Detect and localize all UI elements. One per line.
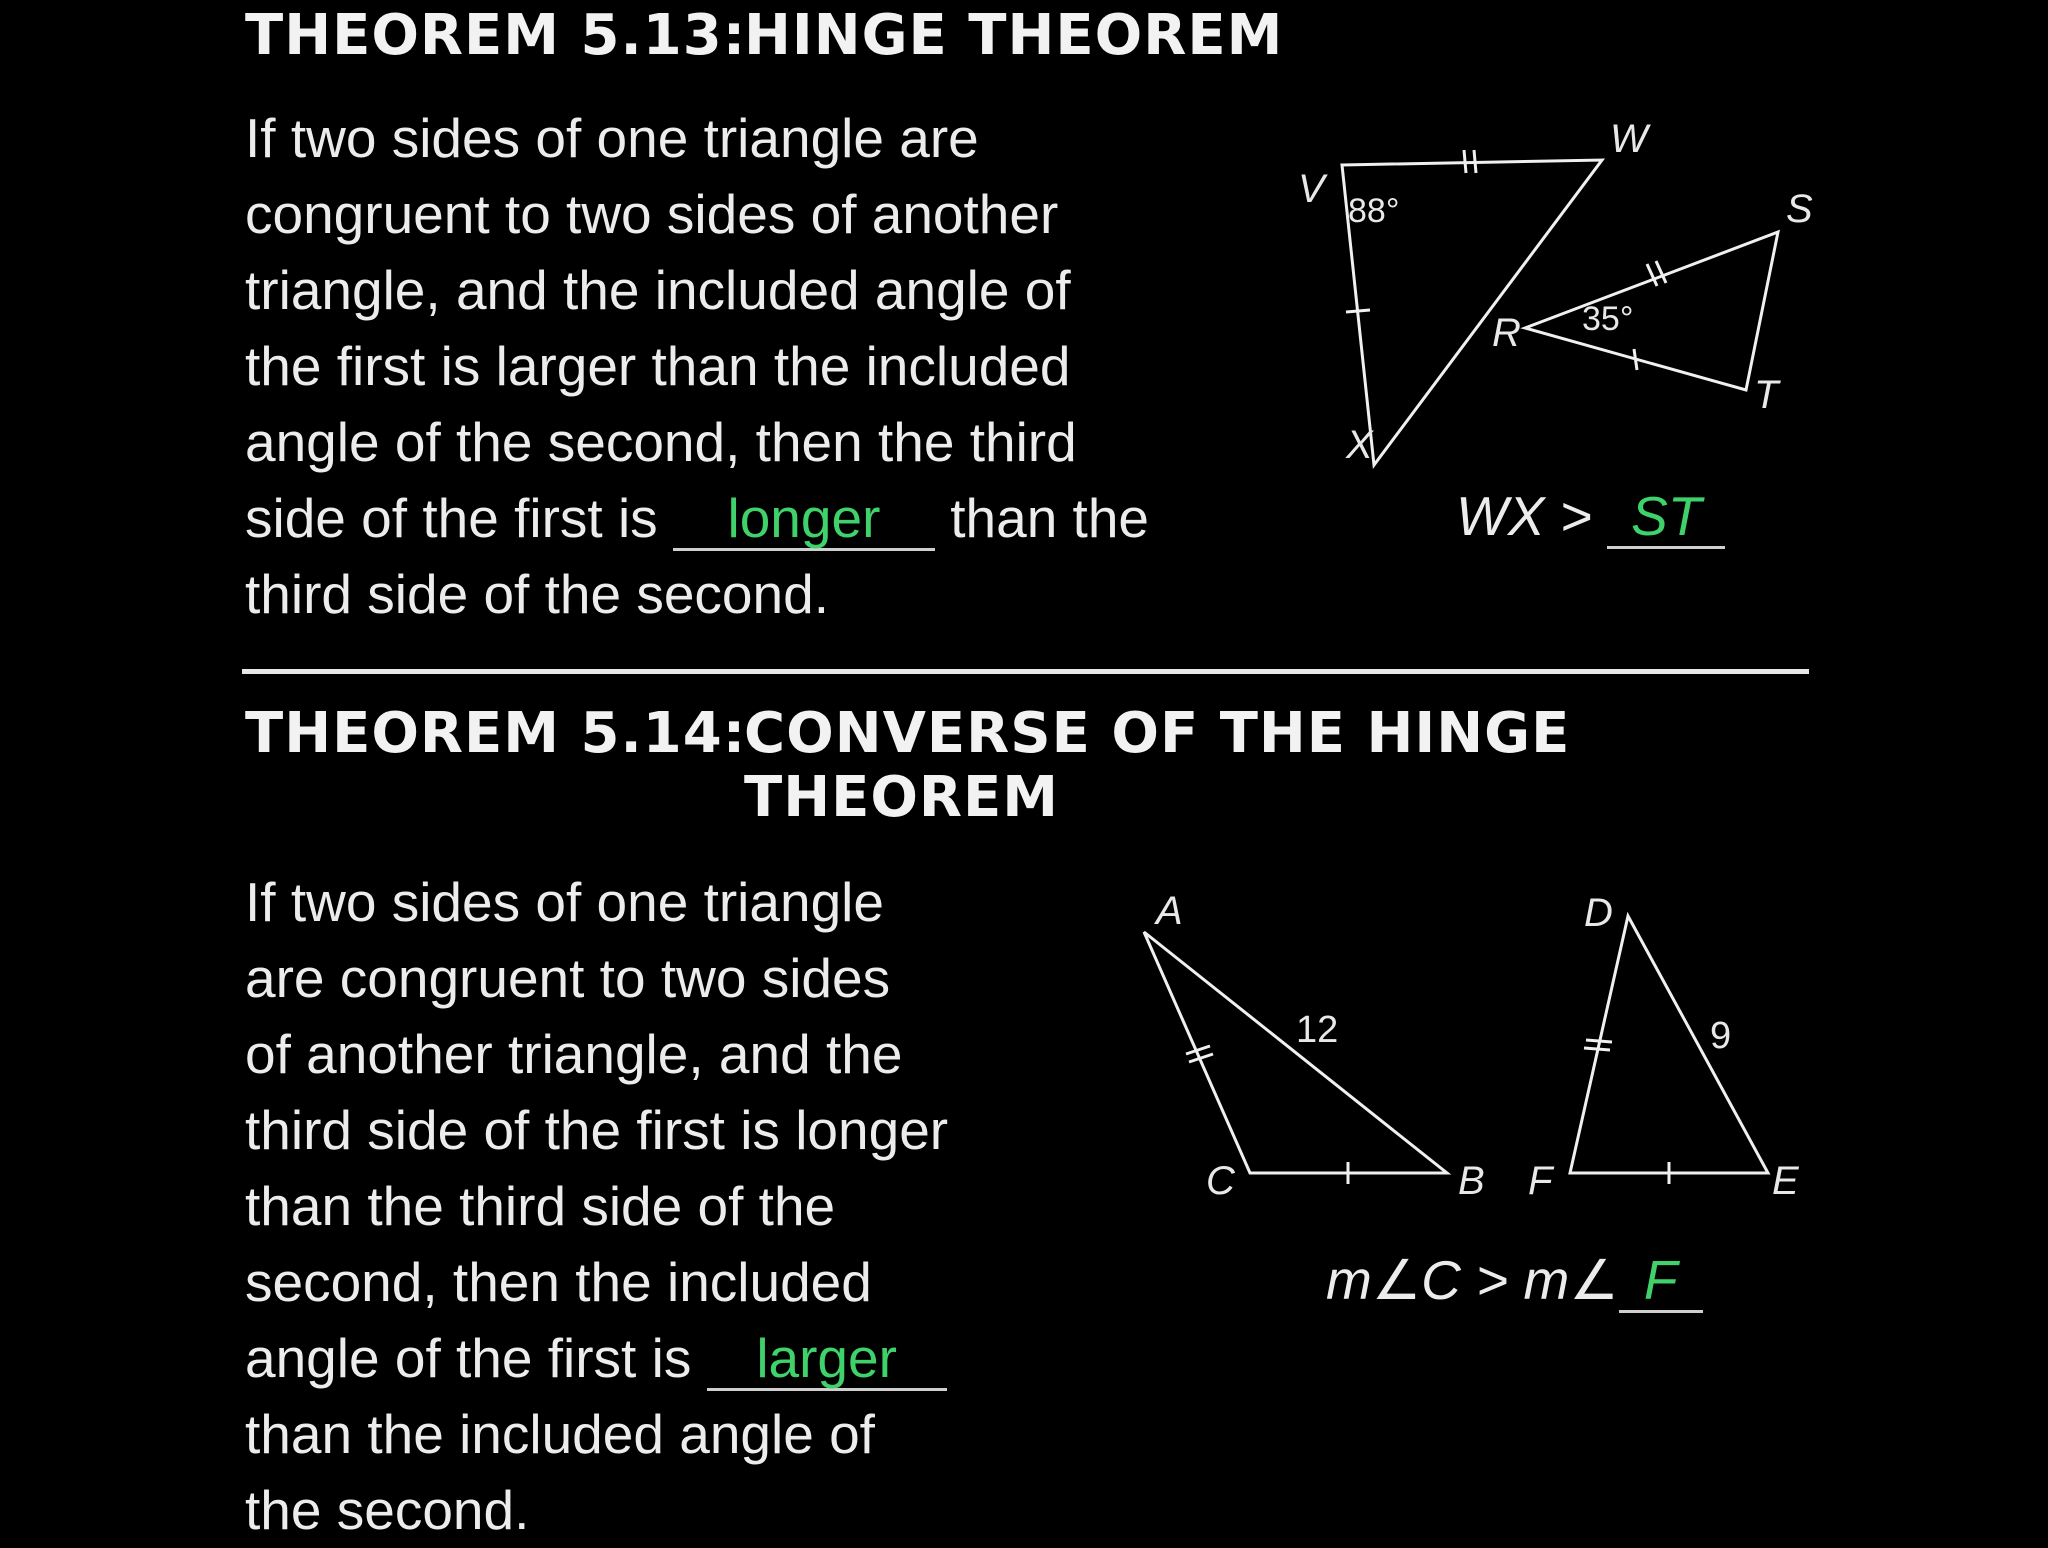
side-label-ab: 12 [1296,1009,1339,1051]
statement-line: triangle, and the included angle of [245,259,1071,321]
statement-line: congruent to two sides of another [245,183,1059,245]
statement-text: side of the first is [245,487,658,549]
statement-line: of another triangle, and the [245,1023,903,1085]
side-label-de: 9 [1710,1015,1732,1057]
theorem-5-13-statement [245,100,1149,632]
statement-line: If two sides of one triangle [245,871,884,933]
vertex-label-f: F [1528,1159,1553,1203]
vertex-label-w: W [1610,117,1648,161]
answer-blank-larger: larger [707,1328,947,1391]
relation-left: m∠C > m∠ [1326,1249,1619,1311]
theorem-5-14-statement [245,864,948,1548]
theorem-5-14-title-line-2: THEOREM [744,765,1060,830]
statement-line: third side of the second. [245,563,829,625]
statement-line: than the third side of the [245,1175,836,1237]
converse-hinge-figure [1156,880,1840,1220]
vertex-label-s: S [1786,187,1813,231]
statement-line: angle of the second, then the third [245,411,1077,473]
theorem-5-13-title: HINGE THEOREM [744,3,1284,68]
statement-text: than the [950,487,1150,549]
vertex-label-e: E [1772,1159,1799,1203]
triangle-rst [1525,232,1778,390]
vertex-label-b: B [1458,1159,1485,1203]
hinge-theorem-figure [1280,100,1840,480]
statement-line: than the included angle of [245,1403,875,1465]
answer-blank-st: ST [1607,486,1725,549]
relation-angle-c-f [1326,1242,1703,1318]
relation-left: WX > [1456,485,1592,547]
theorem-5-14-title: CONVERSE OF THE HINGE [744,701,1571,766]
statement-line [245,480,1149,556]
relation-wx-st [1456,478,1725,554]
answer-blank-f: F [1619,1250,1703,1313]
statement-line: the second. [245,1479,530,1541]
statement-text: angle of the first is [245,1327,692,1389]
vertex-label-c: C [1206,1159,1235,1203]
statement-line: third side of the first is longer [245,1099,949,1161]
answer-blank-longer: longer [673,488,935,551]
vertex-label-t: T [1754,373,1779,417]
vertex-label-x: X [1346,423,1373,467]
triangle-def [1570,916,1768,1173]
vertex-label-a: A [1156,889,1183,933]
theorem-5-14-number: THEOREM 5.14: [245,701,747,766]
vertex-label-d: D [1584,891,1613,935]
vertex-label-v: V [1298,167,1325,211]
angle-label-v: 88° [1348,192,1400,230]
theorem-5-13-number: THEOREM 5.13: [245,3,747,68]
statement-line: second, then the included [245,1251,872,1313]
section-divider [242,669,1809,674]
statement-line: are congruent to two sides [245,947,891,1009]
statement-line: If two sides of one triangle are [245,107,979,169]
angle-label-r: 35° [1582,300,1634,338]
statement-line: the first is larger than the included [245,335,1071,397]
vertex-label-r: R [1492,311,1521,355]
statement-line [245,1320,948,1396]
